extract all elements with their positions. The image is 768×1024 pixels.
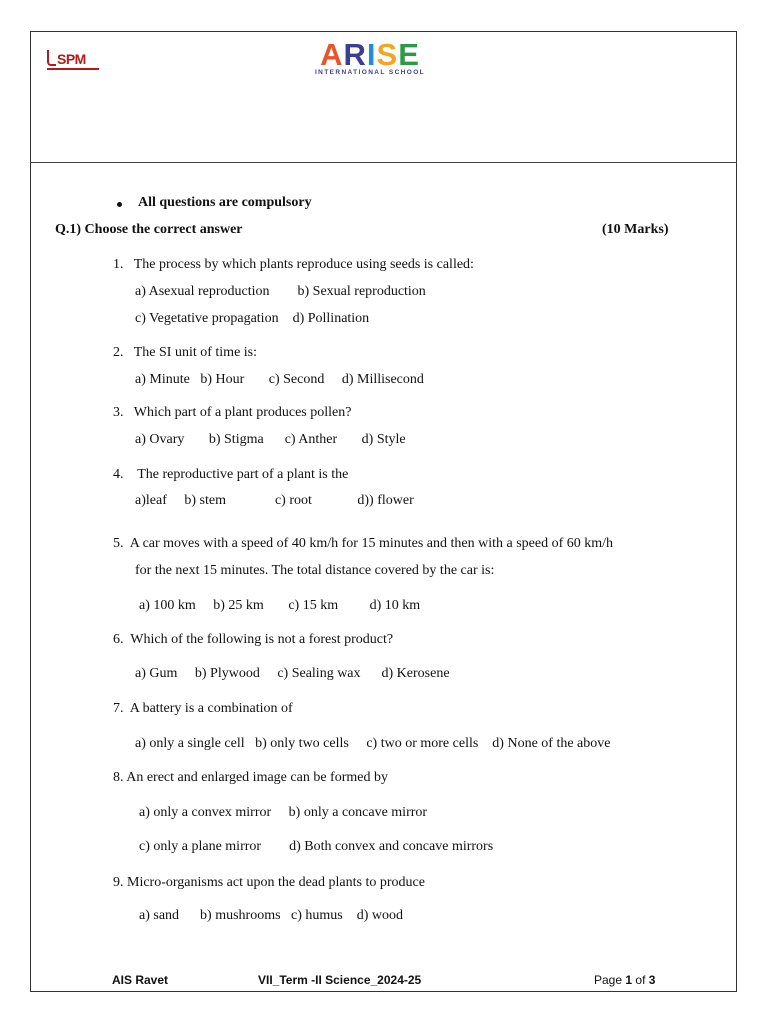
section-title: Q.1) Choose the correct answer [55,222,243,237]
question-5-stem: 5. A car moves with a speed of 40 km/h for 15 minutes and then with a speed of 60 km/h [113,536,614,551]
question-9-stem: 9. Micro-organisms act upon the dead plants to produce [113,875,425,890]
arise-logo-subtitle: INTERNATIONAL SCHOOL [314,69,426,76]
question-8-options-line-2: c) only a plane mirror d) Both convex and concave mirrors [139,839,494,854]
footer-page-total: 3 [648,973,656,987]
header-divider [30,162,737,163]
question-5-stem-line-2: for the next 15 minutes. The total distance covered by the car is: [135,563,495,578]
question-4-options: a)leaf b) stem c) root d)) flower [135,493,414,508]
arise-letter: R [343,37,367,72]
arise-letter: I [366,37,377,72]
spm-logo-underline [47,68,99,70]
arise-letter: E [398,37,420,72]
question-1-stem: 1. The process by which plants reproduce using seeds is called: [113,257,474,272]
question-1-options-line-2: c) Vegetative propagation d) Pollination [135,311,370,326]
spm-logo-mark-icon [47,50,56,66]
arise-letter: S [376,37,399,72]
footer-page-number [594,973,655,987]
bullet-icon [117,202,122,207]
arise-letter: A [320,37,344,72]
footer-page-word: Page [594,973,623,987]
question-6-stem: 6. Which of the following is not a forest product? [113,632,394,647]
question-9-options: a) sand b) mushrooms c) humus d) wood [139,908,404,923]
section-marks: (10 Marks) [602,222,669,237]
footer-page-of: of [635,973,646,987]
question-8-options-line-1: a) only a convex mirror b) only a concave mirror [139,805,428,820]
arise-logo [290,37,450,76]
question-3-options: a) Ovary b) Stigma c) Anther d) Style [135,432,406,447]
question-2-options: a) Minute b) Hour c) Second d) Millisecond [135,372,424,387]
footer-page-current: 1 [625,973,633,987]
question-7-stem: 7. A battery is a combination of [113,701,293,716]
footer-school: AIS Ravet [112,973,169,987]
spm-logo-text: SPM [57,51,86,67]
question-8-stem: 8. An erect and enlarged image can be formed by [113,770,388,785]
footer-exam: VII_Term -II Science_2024-25 [258,973,422,987]
question-6-options: a) Gum b) Plywood c) Sealing wax d) Kerosene [135,666,450,681]
question-3-stem: 3. Which part of a plant produces pollen? [113,405,352,420]
question-1-options-line-1: a) Asexual reproduction b) Sexual reproduction [135,284,426,299]
spm-logo [47,50,99,70]
arise-logo-wordmark [290,37,450,72]
question-2-stem: 2. The SI unit of time is: [113,345,258,360]
instruction-text: All questions are compulsory [138,195,312,210]
question-5-options: a) 100 km b) 25 km c) 15 km d) 10 km [139,598,421,613]
question-7-options: a) only a single cell b) only two cells c) two or more cells d) None of the above [135,736,611,751]
question-4-stem: 4. The reproductive part of a plant is the [113,467,349,482]
